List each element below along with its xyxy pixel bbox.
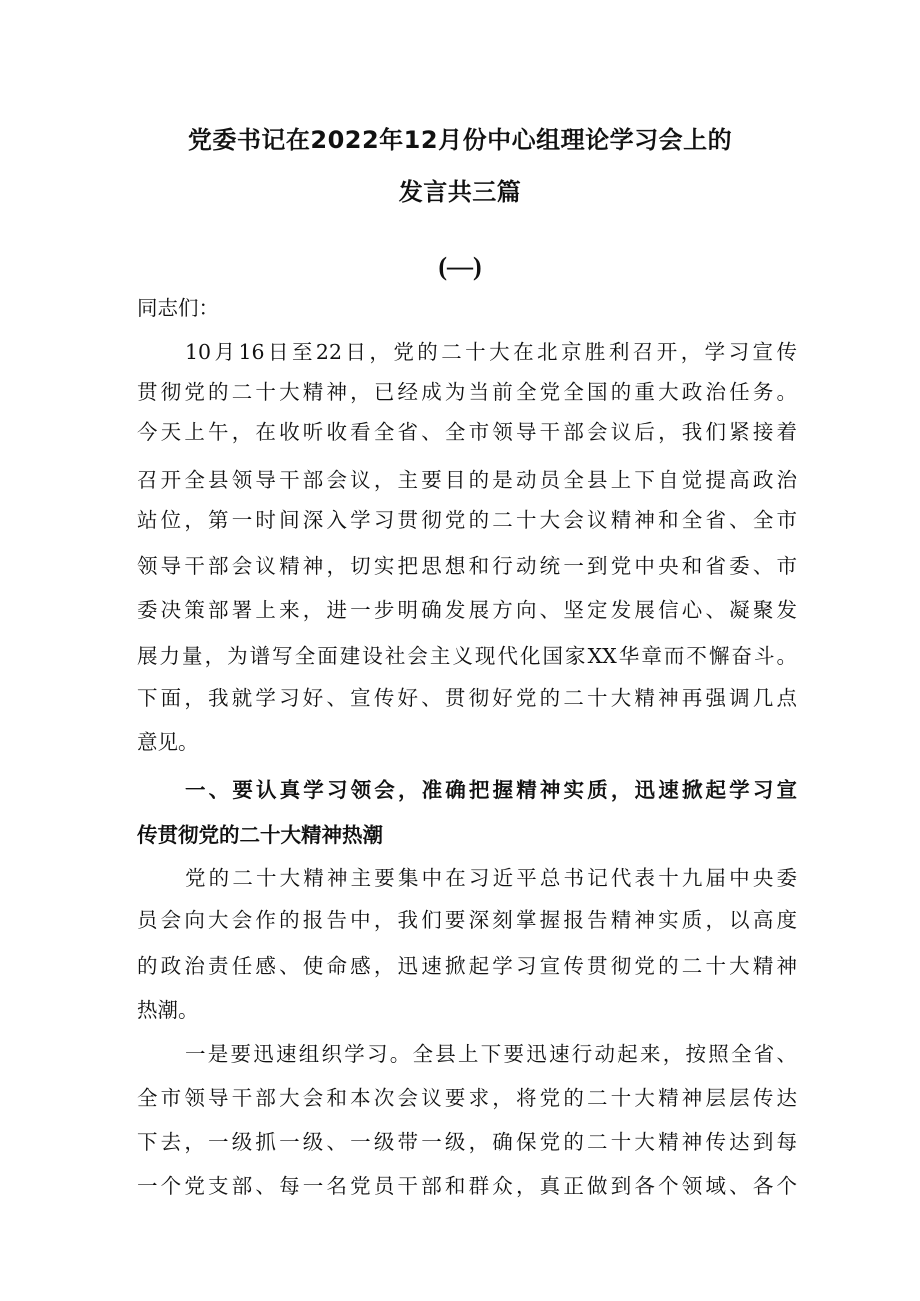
paragraph-line: 全市领导干部大会和本次会议要求，将党的二十大精神层层传达 — [137, 1086, 797, 1110]
document-title-line-2: 发言共三篇 — [398, 178, 522, 206]
paragraph-line: 站位，第一时间深入学习贯彻党的二十大会议精神和全省、全市 — [137, 508, 797, 532]
paragraph-line: 今天上午，在收听收看全省、全市领导干部会议后，我们紧接着 — [137, 420, 797, 444]
paragraph-line: 下面，我就学习好、宣传好、贯彻好党的二十大精神再强调几点 — [137, 686, 797, 710]
paragraph-line: 召开全县领导干部会议，主要目的是动员全县上下自觉提高政治 — [137, 468, 797, 492]
paragraph-line: 10月16日至22日，党的二十大在北京胜利召开，学习宣传 — [185, 340, 797, 364]
paragraph-line: 员会向大会作的报告中，我们要深刻掌握报告精神实质，以高度 — [137, 908, 797, 932]
paragraph-line: 一是要迅速组织学习。全县上下要迅速行动起来，按照全省、 — [185, 1042, 797, 1066]
paragraph-line: 委决策部署上来，进一步明确发展方向、坚定发展信心、凝聚发 — [137, 598, 797, 622]
paragraph-line: 的政治责任感、使命感，迅速掀起学习宣传贯彻党的二十大精神 — [137, 954, 797, 978]
section-number: (—) — [438, 252, 482, 281]
paragraph-line: 领导干部会议精神，切实把思想和行动统一到党中央和省委、市 — [137, 554, 797, 578]
paragraph-line: 热潮。 — [137, 998, 199, 1022]
section-heading-line: 传贯彻党的二十大精神热潮 — [137, 823, 383, 847]
paragraph-line: 下去，一级抓一级、一级带一级，确保党的二十大精神传达到每 — [137, 1130, 797, 1154]
greeting: 同志们： — [137, 296, 219, 320]
paragraph-line: 党的二十大精神主要集中在习近平总书记代表十九届中央委 — [185, 866, 797, 890]
section-heading-line: 一、要认真学习领会，准确把握精神实质，迅速掀起学习宣 — [185, 778, 797, 802]
paragraph-line: 贯彻党的二十大精神，已经成为当前全党全国的重大政治任务。 — [137, 380, 797, 404]
paragraph-line: 意见。 — [137, 730, 199, 754]
document-title-line-1: 党委书记在2022年12月份中心组理论学习会上的 — [187, 126, 733, 154]
paragraph-line: 一个党支部、每一名党员干部和群众，真正做到各个领域、各个 — [137, 1174, 797, 1198]
paragraph-line: 展力量，为谱写全面建设社会主义现代化国家XX华章而不懈奋斗。 — [137, 644, 797, 668]
